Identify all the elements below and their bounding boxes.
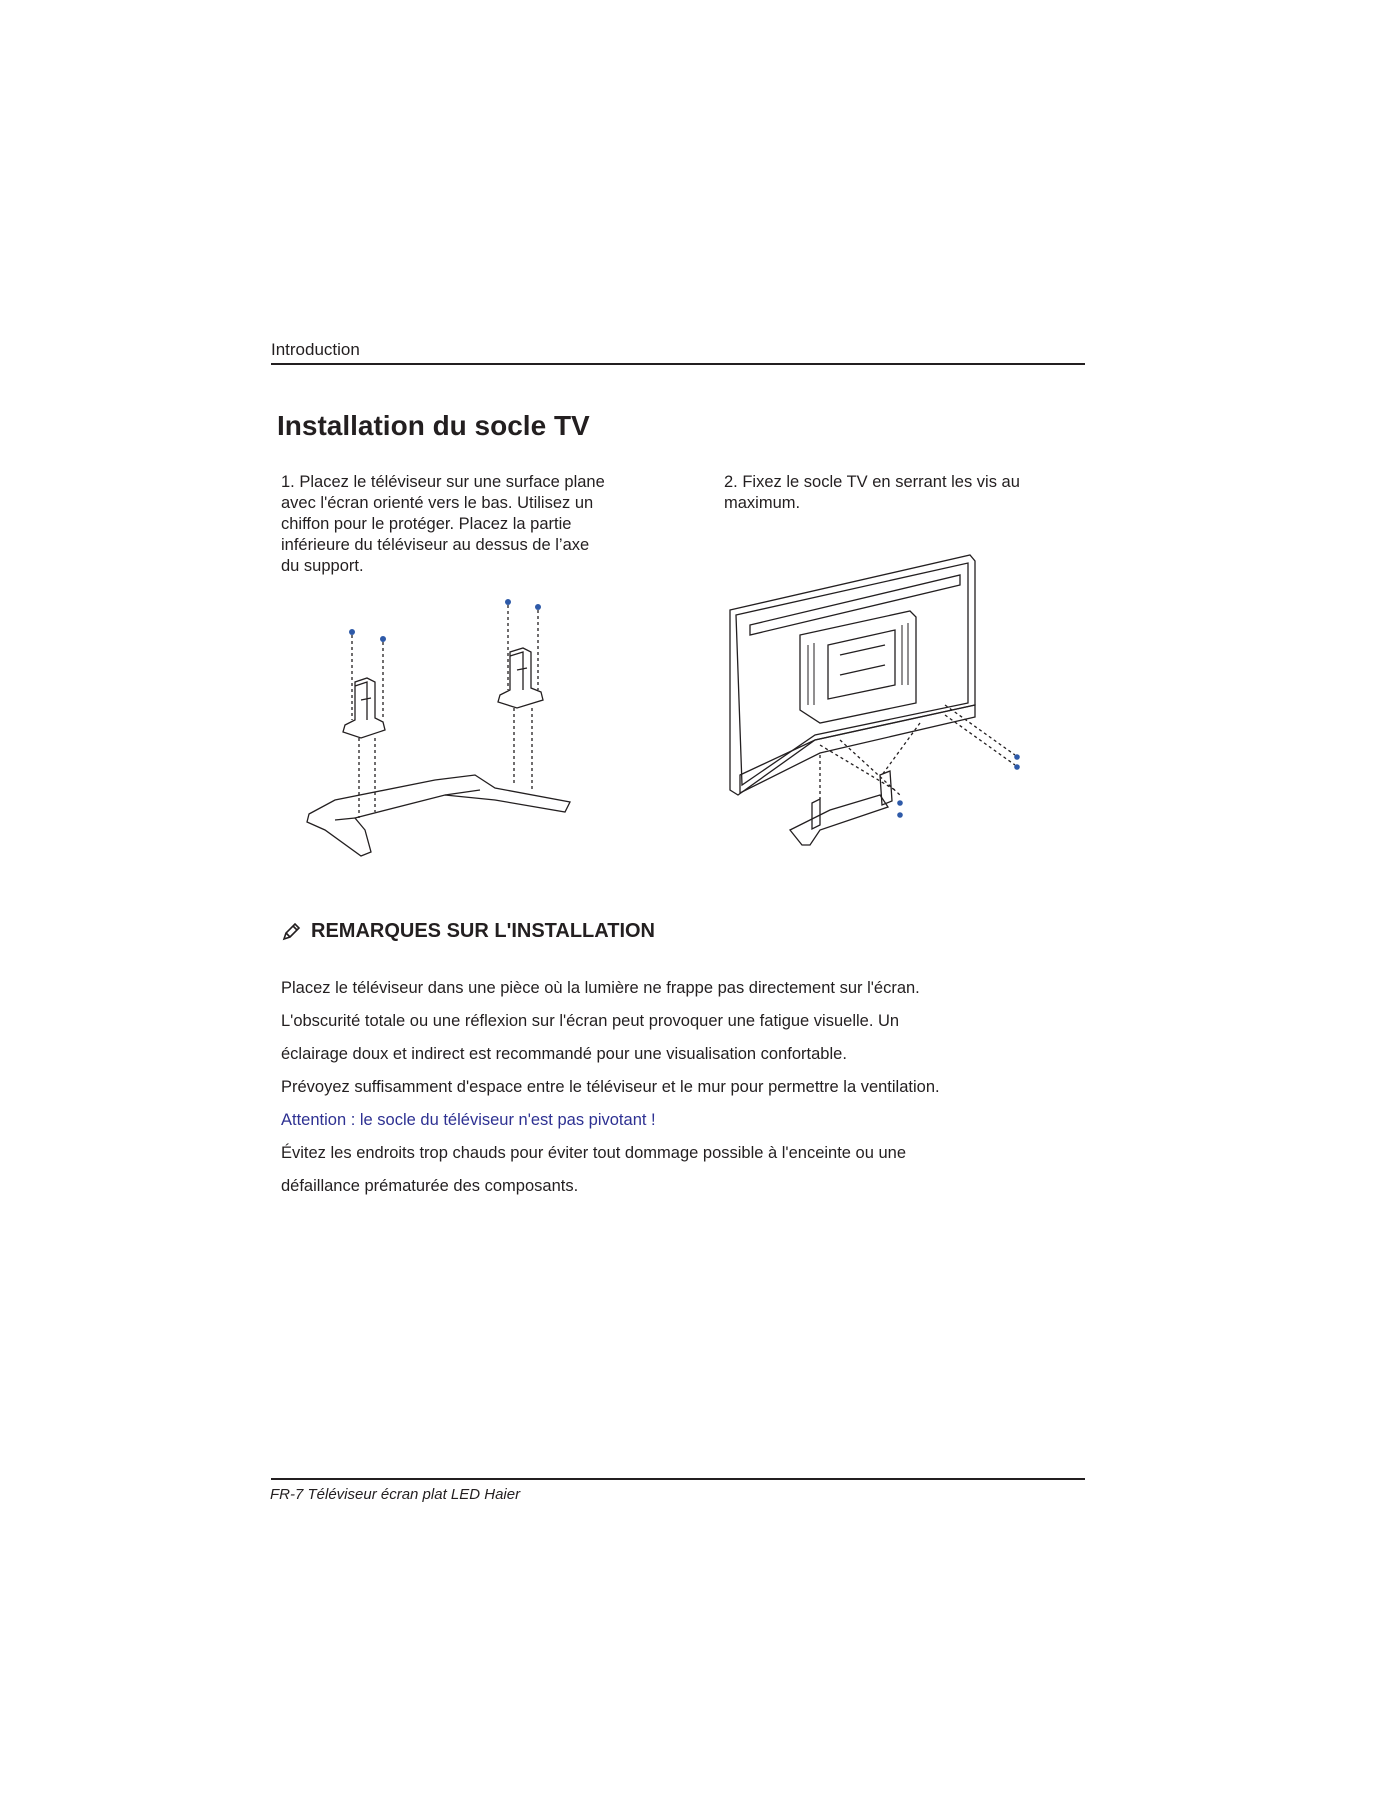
screw-icon [349, 599, 541, 642]
page-footer: FR-7 Téléviseur écran plat LED Haier [270, 1486, 521, 1503]
header-rule [271, 363, 1085, 365]
notes-body [281, 972, 1041, 1203]
note-line: L'obscurité totale ou une réflexion sur l'écran peut provoquer une fatigue visuelle. Un [281, 1012, 900, 1030]
note-line: Prévoyez suffisamment d'espace entre le téléviseur et le mur pour permettre la ventilation. [281, 1078, 940, 1096]
section-label: Introduction [271, 340, 360, 359]
step-2-text: 2. Fixez le socle TV en serrant les vis au maximum. [724, 473, 1020, 512]
notes-heading [281, 920, 655, 943]
footer-rule [271, 1478, 1085, 1480]
note-line: Placez le téléviseur dans une pièce où la lumière ne frappe pas directement sur l'écran. [281, 979, 920, 997]
attention-note: Attention : le socle du téléviseur n'est pas pivotant ! [281, 1111, 656, 1129]
stand-assembly-illustration [295, 590, 585, 875]
screw-icon [897, 754, 1020, 818]
notes-title: REMARQUES SUR L'INSTALLATION [311, 920, 656, 942]
tv-back-illustration [720, 545, 1055, 865]
note-line: éclairage doux et indirect est recommandé pour une visualisation confortable. [281, 1045, 847, 1063]
note-line: défaillance prématurée des composants. [281, 1177, 579, 1195]
page-title: Installation du socle TV [277, 410, 590, 441]
step-1-text: 1. Placez le téléviseur sur une surface plane avec l'écran orienté vers le bas. Utilisez un chiffon pour le protéger. Placez la partie inférieure du téléviseur au dessus de l’axe du support. [281, 473, 605, 575]
pencil-icon [281, 922, 301, 942]
note-line: Évitez les endroits trop chauds pour éviter tout dommage possible à l'enceinte ou une [281, 1144, 907, 1162]
